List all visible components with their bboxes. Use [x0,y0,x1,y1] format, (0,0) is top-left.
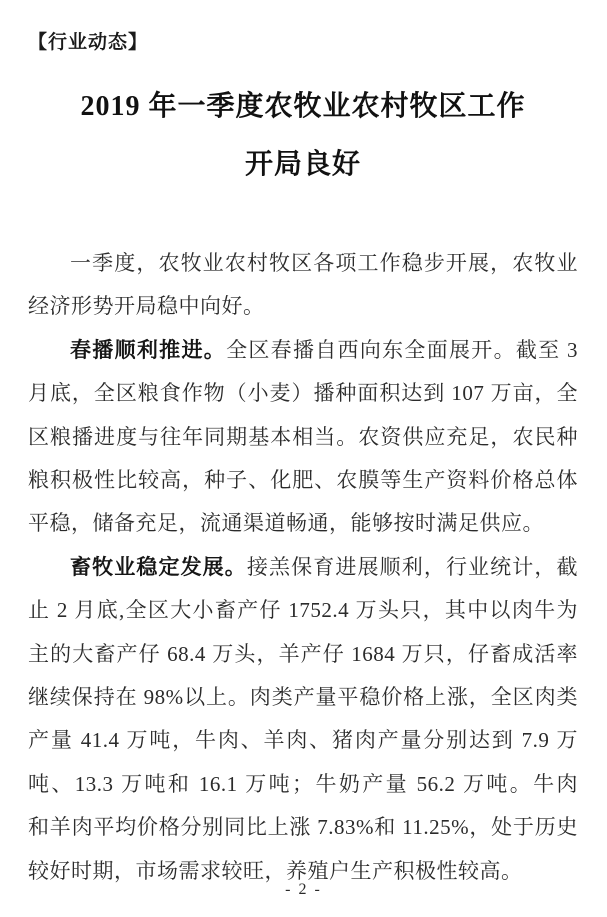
paragraph [28,329,578,546]
text-line: 平稳，储备充足，流通渠道畅通，能够按时满足供应。 [28,511,544,536]
text-line: 主的大畜产仔 68.4 万头，羊产仔 1684 万只，仔畜成活率 [28,641,578,666]
document-title [28,78,578,194]
text-line: 吨、13.3 万吨和 16.1 万吨；牛奶产量 56.2 万吨。牛肉 [28,771,578,796]
paragraph-lead: 春播顺利推进。 [70,337,227,362]
document-title-line2: 开局良好 [244,149,361,180]
text-line: 止 2 月底,全区大小畜产仔 1752.4 万头只，其中以肉牛为 [28,598,578,623]
paragraph [28,546,578,893]
text-line: 一季度，农牧业农村牧区各项工作稳步开展，农牧业 [70,251,578,275]
text-line: 月底，全区粮食作物（小麦）播种面积达到 107 万亩，全 [28,381,578,406]
text-line: 春播顺利推进。全区春播自西向东全面展开。截至 3 [70,337,579,362]
page-number: - 2 - [285,881,322,898]
paragraph-lead: 畜牧业稳定发展。 [70,554,247,579]
text-line: 较好时期，市场需求较旺，养殖户生产积极性较高。 [28,858,523,883]
document-title-line1: 2019 年一季度农牧业农村牧区工作 [80,91,526,122]
paragraph [28,242,578,329]
text-line: 产量 41.4 万吨，牛肉、羊肉、猪肉产量分别达到 7.9 万 [28,728,578,753]
text-line: 畜牧业稳定发展。接羔保育进展顺利，行业统计，截 [70,554,579,579]
text-line: 粮积极性比较高，种子、化肥、农膜等生产资料价格总体 [28,468,578,493]
text-line: 区粮播进度与往年同期基本相当。农资供应充足，农民种 [28,424,578,449]
text-line: 和羊肉平均价格分别同比上涨 7.83%和 11.25%，处于历史 [28,815,578,840]
text-line: 经济形势开局稳中向好。 [28,294,265,319]
section-tag: 【行业动态】 [28,32,149,53]
document-body [28,242,578,893]
text-line: 继续保持在 98%以上。肉类产量平稳价格上涨，全区肉类 [28,685,578,710]
